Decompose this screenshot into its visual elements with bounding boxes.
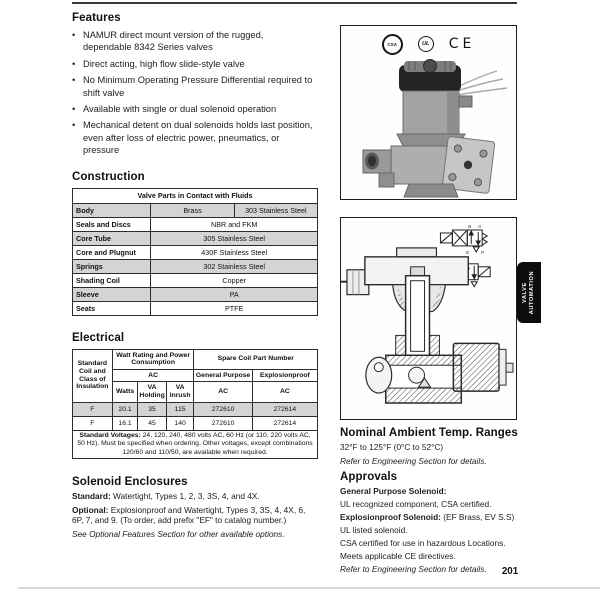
enclosures-standard-line: [72, 491, 318, 502]
gp-solenoid-label: General Purpose Solenoid:: [340, 486, 447, 496]
ep-solenoid-text: (EF Brass, EV S.S): [440, 511, 515, 522]
electrical-cell: 272610: [194, 402, 252, 416]
features-heading: Features: [72, 12, 121, 24]
construction-row-label: Core and Plugnut: [73, 245, 151, 259]
tab-line-1: VALVE: [522, 282, 529, 303]
electrical-cell: 16.1: [112, 416, 138, 430]
approvals-ep-line: [340, 512, 560, 523]
top-rule: [72, 2, 517, 4]
feature-item: • Available with single or dual solenoid operation: [72, 103, 314, 115]
electrical-spare-group-header: Spare Coil Part Number: [194, 349, 318, 369]
electrical-watts-header: Watts: [112, 382, 138, 402]
product-photo-panel: [340, 25, 517, 200]
pneumatic-symbol-dual: [440, 224, 487, 255]
approvals-line: Meets applicable CE directives.: [340, 550, 456, 561]
electrical-cell: 35: [138, 402, 166, 416]
spool-bore: [409, 367, 425, 383]
end-cylinder: [453, 343, 499, 391]
end-plate: [499, 349, 506, 385]
temp-range-value: 32°F to 125°F (0°C to 52°C): [340, 442, 444, 452]
enclosures-optional-line: [72, 505, 318, 526]
cross-section-panel: [340, 217, 517, 420]
construction-row-label: Sleeve: [73, 287, 151, 301]
port-label-a: A: [478, 224, 482, 230]
construction-row-label: Seals and Discs: [73, 217, 151, 231]
temp-range-note: Refer to Engineering Section for details.: [340, 455, 487, 466]
core: [411, 281, 425, 352]
bottom-rule: [18, 587, 600, 589]
body-hatch-top: [386, 355, 462, 365]
electrical-ac-header: AC: [112, 369, 194, 382]
port-label-b: B: [468, 224, 472, 230]
electrical-ep-header: Explosionproof: [252, 369, 317, 382]
construction-table: [72, 188, 318, 316]
port-label-p: P: [481, 249, 485, 255]
electrical-ep-ac-header: AC: [252, 382, 317, 402]
left-column: [72, 12, 318, 540]
ear-hole: [374, 363, 383, 372]
enclosures-optional-label: Optional:: [72, 504, 109, 515]
construction-row-value: 303 Stainless Steel: [234, 203, 317, 217]
electrical-cell: F: [73, 416, 113, 430]
electrical-va-inrush-header: VA Inrush: [166, 382, 194, 402]
csa-icon: CSA: [382, 34, 403, 55]
electrical-cell: 45: [138, 416, 166, 430]
temp-ranges-section: [340, 427, 560, 467]
electrical-footnote-label: Standard Voltages:: [79, 432, 141, 440]
valve-cross-section-drawing: [341, 218, 514, 417]
construction-row-label: Shading Coil: [73, 273, 151, 287]
construction-row-value: NBR and FKM: [151, 217, 318, 231]
approvals-gp-text: UL recognized component, CSA certified.: [340, 498, 492, 509]
electrical-cell: 272614: [252, 402, 317, 416]
enclosures-optional-text: Explosionproof and Watertight, Types 3, 3S, 4, 4X, 6, 6P, 7, and 9. (To order, add prefix "EF" to catalog number.): [72, 504, 306, 526]
construction-row-label: Body: [73, 203, 151, 217]
construction-row-value: PA: [151, 287, 318, 301]
page-number: 201: [501, 566, 519, 577]
approvals-note: Refer to Engineering Section for details.: [340, 563, 487, 574]
port-label-e: E: [466, 249, 470, 255]
construction-table-title: Valve Parts in Contact with Fluids: [73, 188, 318, 203]
end-stub: [506, 363, 513, 372]
construction-row-label: Seats: [73, 301, 151, 315]
ul-icon: UL: [418, 36, 434, 52]
enclosures-standard-label: Standard:: [72, 491, 111, 502]
lead-wires: [457, 71, 507, 95]
electrical-gp-ac-header: AC: [194, 382, 252, 402]
electrical-cell: 115: [166, 402, 194, 416]
enclosures-note: See Optional Features Section for other available options.: [72, 529, 285, 540]
electrical-watt-group-header: Watt Rating and Power Consumption: [112, 349, 194, 369]
conduit-hub: [459, 96, 472, 107]
coil-shadow: [447, 91, 459, 134]
electrical-cell: 140: [166, 416, 194, 430]
electrical-heading: Electrical: [72, 331, 125, 344]
valve-base: [404, 184, 458, 197]
ce-icon: CE: [448, 36, 476, 52]
electrical-table: [72, 349, 318, 460]
ep-solenoid-label: Explosionproof Solenoid:: [340, 511, 441, 522]
feature-item: • Direct acting, high flow slide-style valve: [72, 58, 314, 70]
features-list: [72, 29, 314, 157]
cap-knob: [424, 60, 437, 73]
solenoid-valve-photo: [341, 55, 514, 200]
feature-item: • Mechanical detent on dual solenoids holds last position, even after loss of electric power, pneumatics, or pressure: [72, 119, 314, 156]
electrical-footnote-text: 24, 120, 240, 480 volts AC, 60 Hz (or 110, 220 volts AC, 50 Hz). Must be specified when ordering. Other voltages, except combinations 120/60 and 110/50, are available when required.: [77, 432, 313, 456]
housing-cap: [397, 248, 437, 257]
construction-row-value: 302 Stainless Steel: [151, 259, 318, 273]
construction-row-value: Brass: [151, 203, 234, 217]
valve-automation-tab-label: [522, 271, 535, 314]
approvals-section: [340, 471, 560, 575]
approvals-line: CSA certified for use in hazardous Locations.: [340, 537, 506, 548]
feature-item: • No Minimum Operating Pressure Differential required to shift valve: [72, 74, 314, 99]
construction-row-label: Springs: [73, 259, 151, 273]
electrical-va-holding-header: VA Holding: [138, 382, 166, 402]
temp-ranges-heading: Nominal Ambient Temp. Ranges: [340, 427, 518, 439]
electrical-cell: 272610: [194, 416, 252, 430]
construction-row-label: Core Tube: [73, 231, 151, 245]
body-lug: [379, 173, 394, 187]
construction-row-value: Copper: [151, 273, 318, 287]
tube-plug: [411, 267, 425, 276]
approvals-gp-label: [340, 486, 560, 497]
construction-row-value: 305 Stainless Steel: [151, 231, 318, 245]
tab-line-2: AUTOMATION: [529, 270, 535, 315]
approvals-line: UL listed solenoid.: [340, 524, 408, 535]
approvals-heading: Approvals: [340, 471, 398, 483]
electrical-corner-header: Standard Coil and Class of Insulation: [73, 349, 113, 402]
feature-item: • NAMUR direct mount version of the rugged, dependable 8342 Series valves: [72, 29, 314, 54]
electrical-gp-header: General Purpose: [194, 369, 252, 382]
electrical-cell: 20.1: [112, 402, 138, 416]
electrical-cell: 272614: [252, 416, 317, 430]
construction-row-value: 430F Stainless Steel: [151, 245, 318, 259]
enclosures-standard-text: Watertight, Types 1, 2, 3, 3S, 4, and 4X.: [110, 491, 260, 502]
construction-row-value: PTFE: [151, 301, 318, 315]
body-hatch-bottom: [386, 388, 462, 403]
electrical-footnote: [73, 430, 318, 459]
electrical-cell: F: [73, 402, 113, 416]
collar-right: [429, 335, 439, 357]
port-bore: [368, 156, 376, 167]
construction-heading: Construction: [72, 170, 145, 183]
collar-left: [396, 335, 406, 357]
enclosures-heading: Solenoid Enclosures: [72, 476, 188, 489]
valve-automation-tab: [517, 262, 541, 323]
certification-marks: [341, 33, 516, 55]
